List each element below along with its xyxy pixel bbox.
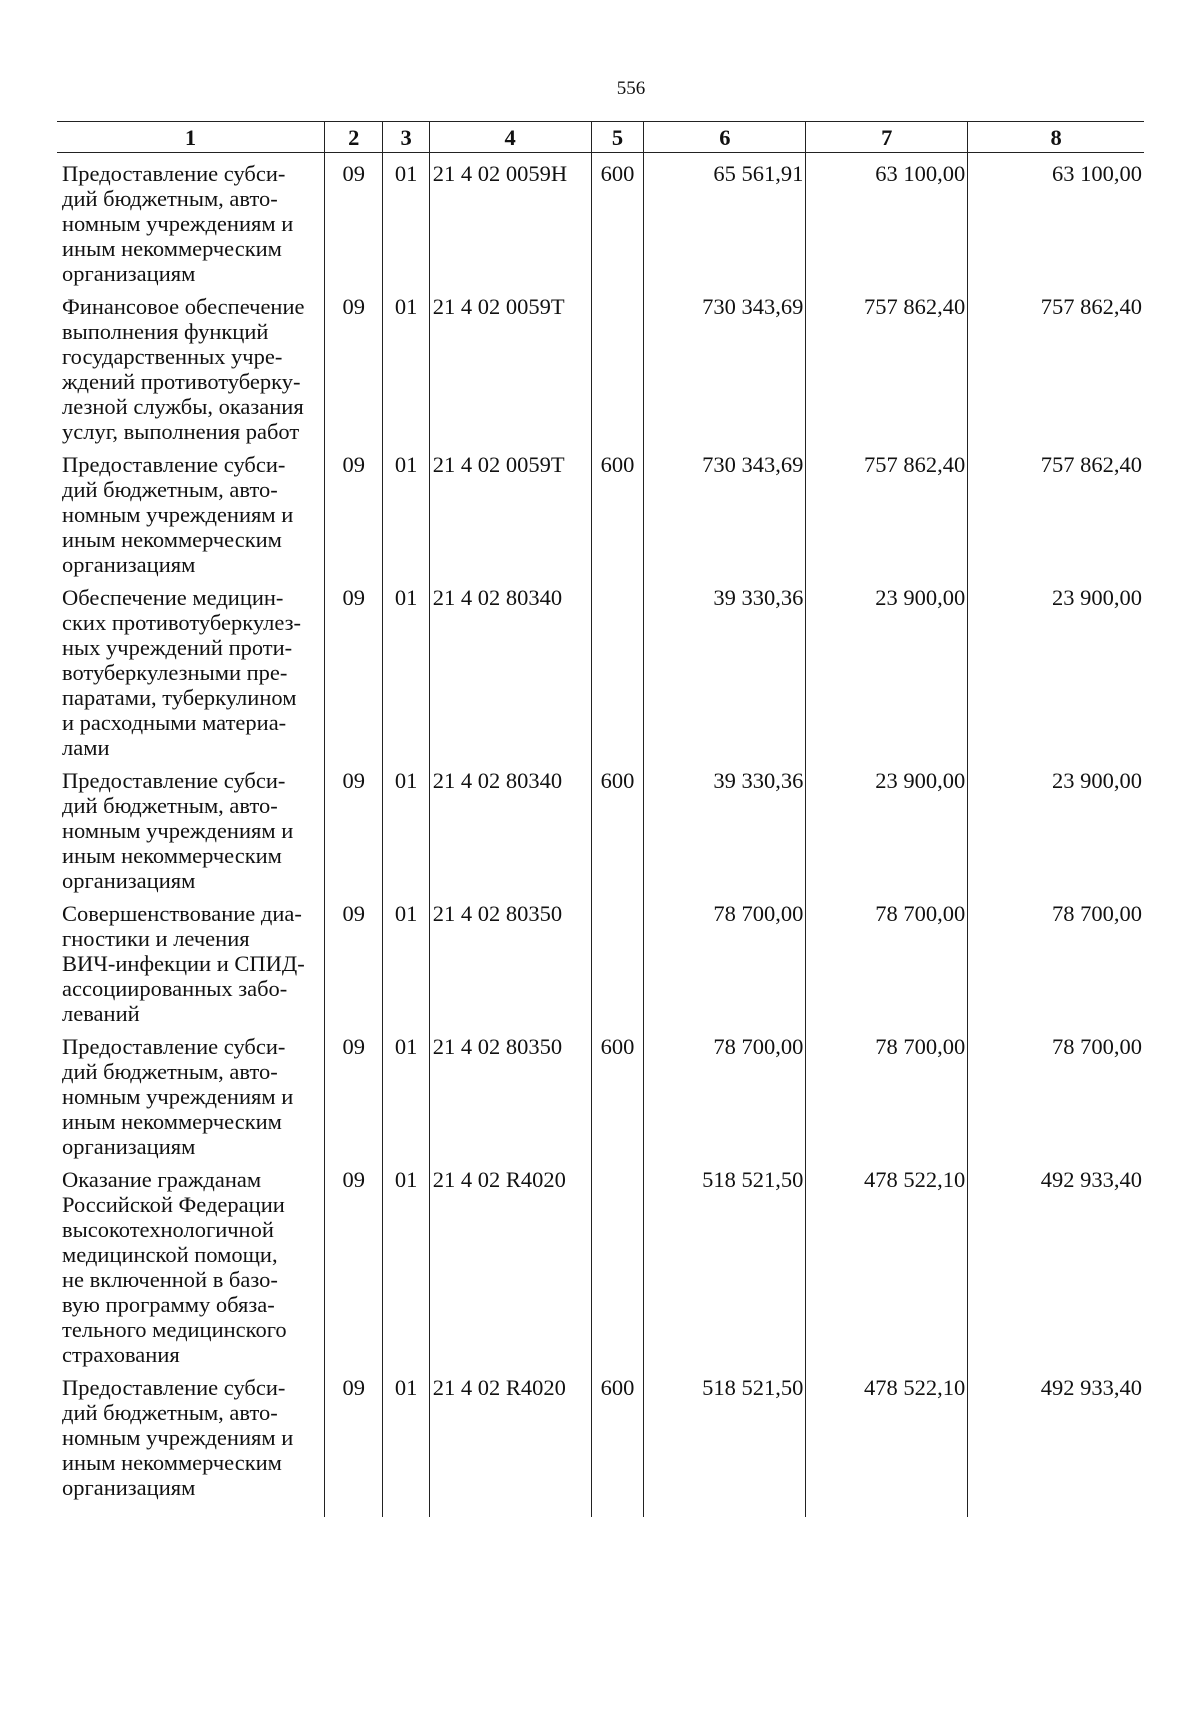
expense-type-code: 600 <box>591 444 644 577</box>
target-article-code: 21 4 02 80340 <box>429 577 591 760</box>
column-header: 2 <box>325 122 383 153</box>
amount-column-8: 492 933,40 <box>968 1367 1144 1517</box>
amount-column-7: 23 900,00 <box>806 760 968 893</box>
budget-item-name: Обеспечение медицин- ских противотуберкулез- ных учреждений проти- вотуберкулезными пре- паратами, туберкулином и расходными материа- лами <box>62 585 301 760</box>
budget-table <box>57 121 1144 1517</box>
budget-item-name: Предоставление субси- дий бюджетным, авто- номным учреждениям и иным некоммерческим организациям <box>62 1375 294 1500</box>
budget-item-name: Предоставление субси- дий бюджетным, авто- номным учреждениям и иным некоммерческим организациям <box>62 452 294 577</box>
target-article-code: 21 4 02 0059Т <box>429 286 591 444</box>
column-header: 4 <box>429 122 591 153</box>
table-row <box>57 577 1144 760</box>
column-header: 8 <box>968 122 1144 153</box>
section-code: 09 <box>325 1026 383 1159</box>
expense-type-code <box>591 893 644 1026</box>
subsection-code: 01 <box>383 286 429 444</box>
target-article-code: 21 4 02 0059Т <box>429 444 591 577</box>
amount-column-6: 518 521,50 <box>644 1159 806 1367</box>
budget-item-name: Предоставление субси- дий бюджетным, авто- номным учреждениям и иным некоммерческим организациям <box>62 768 294 893</box>
subsection-code: 01 <box>383 444 429 577</box>
amount-column-8: 492 933,40 <box>968 1159 1144 1367</box>
subsection-code: 01 <box>383 1159 429 1367</box>
amount-column-7: 478 522,10 <box>806 1159 968 1367</box>
section-code: 09 <box>325 286 383 444</box>
amount-column-6: 518 521,50 <box>644 1367 806 1517</box>
budget-item-name: Предоставление субси- дий бюджетным, авто- номным учреждениям и иным некоммерческим организациям <box>62 1034 294 1159</box>
budget-item-name: Финансовое обеспечение выполнения функций государственных учре- ждений противотуберку- лезной службы, оказания услуг, выполнения работ <box>62 294 305 444</box>
target-article-code: 21 4 02 80350 <box>429 1026 591 1159</box>
expense-type-code: 600 <box>591 1026 644 1159</box>
column-header: 6 <box>644 122 806 153</box>
expense-type-code: 600 <box>591 760 644 893</box>
subsection-code: 01 <box>383 893 429 1026</box>
table-row <box>57 760 1144 893</box>
amount-column-7: 78 700,00 <box>806 1026 968 1159</box>
amount-column-8: 78 700,00 <box>968 893 1144 1026</box>
amount-column-6: 730 343,69 <box>644 286 806 444</box>
budget-item-name: Предоставление субси- дий бюджетным, авто- номным учреждениям и иным некоммерческим организациям <box>62 161 294 286</box>
subsection-code: 01 <box>383 153 429 287</box>
amount-column-8: 23 900,00 <box>968 577 1144 760</box>
section-code: 09 <box>325 577 383 760</box>
section-code: 09 <box>325 893 383 1026</box>
table-row <box>57 1159 1144 1367</box>
budget-item-name: Оказание гражданам Российской Федерации высокотехнологичной медицинской помощи, не включенной в базо- вую программу обяза- тельного медицинского страхования <box>62 1167 287 1367</box>
amount-column-7: 757 862,40 <box>806 286 968 444</box>
column-header: 7 <box>806 122 968 153</box>
amount-column-6: 65 561,91 <box>644 153 806 287</box>
amount-column-8: 63 100,00 <box>968 153 1144 287</box>
expense-type-code <box>591 1159 644 1367</box>
target-article-code: 21 4 02 80350 <box>429 893 591 1026</box>
amount-column-8: 23 900,00 <box>968 760 1144 893</box>
section-code: 09 <box>325 1159 383 1367</box>
table-row <box>57 153 1144 287</box>
target-article-code: 21 4 02 80340 <box>429 760 591 893</box>
subsection-code: 01 <box>383 760 429 893</box>
amount-column-6: 39 330,36 <box>644 577 806 760</box>
amount-column-7: 757 862,40 <box>806 444 968 577</box>
page-number: 556 <box>616 78 646 99</box>
amount-column-8: 757 862,40 <box>968 286 1144 444</box>
section-code: 09 <box>325 444 383 577</box>
amount-column-7: 478 522,10 <box>806 1367 968 1517</box>
amount-column-7: 23 900,00 <box>806 577 968 760</box>
expense-type-code <box>591 577 644 760</box>
target-article-code: 21 4 02 0059Н <box>429 153 591 287</box>
table-row <box>57 893 1144 1026</box>
target-article-code: 21 4 02 R4020 <box>429 1367 591 1517</box>
subsection-code: 01 <box>383 577 429 760</box>
expense-type-code: 600 <box>591 1367 644 1517</box>
amount-column-7: 78 700,00 <box>806 893 968 1026</box>
subsection-code: 01 <box>383 1367 429 1517</box>
expense-type-code: 600 <box>591 153 644 287</box>
amount-column-6: 78 700,00 <box>644 1026 806 1159</box>
expense-type-code <box>591 286 644 444</box>
section-code: 09 <box>325 1367 383 1517</box>
table-row <box>57 286 1144 444</box>
amount-column-6: 78 700,00 <box>644 893 806 1026</box>
column-header: 5 <box>591 122 644 153</box>
table-header-row <box>57 122 1144 153</box>
amount-column-7: 63 100,00 <box>806 153 968 287</box>
section-code: 09 <box>325 760 383 893</box>
table-row <box>57 1367 1144 1517</box>
column-header: 3 <box>383 122 429 153</box>
amount-column-6: 39 330,36 <box>644 760 806 893</box>
table-row <box>57 444 1144 577</box>
target-article-code: 21 4 02 R4020 <box>429 1159 591 1367</box>
table-row <box>57 1026 1144 1159</box>
amount-column-6: 730 343,69 <box>644 444 806 577</box>
column-header: 1 <box>57 122 325 153</box>
subsection-code: 01 <box>383 1026 429 1159</box>
amount-column-8: 78 700,00 <box>968 1026 1144 1159</box>
budget-item-name: Совершенствование диа- гностики и лечения ВИЧ-инфекции и СПИД- ассоциированных забо- леваний <box>62 901 305 1026</box>
amount-column-8: 757 862,40 <box>968 444 1144 577</box>
section-code: 09 <box>325 153 383 287</box>
